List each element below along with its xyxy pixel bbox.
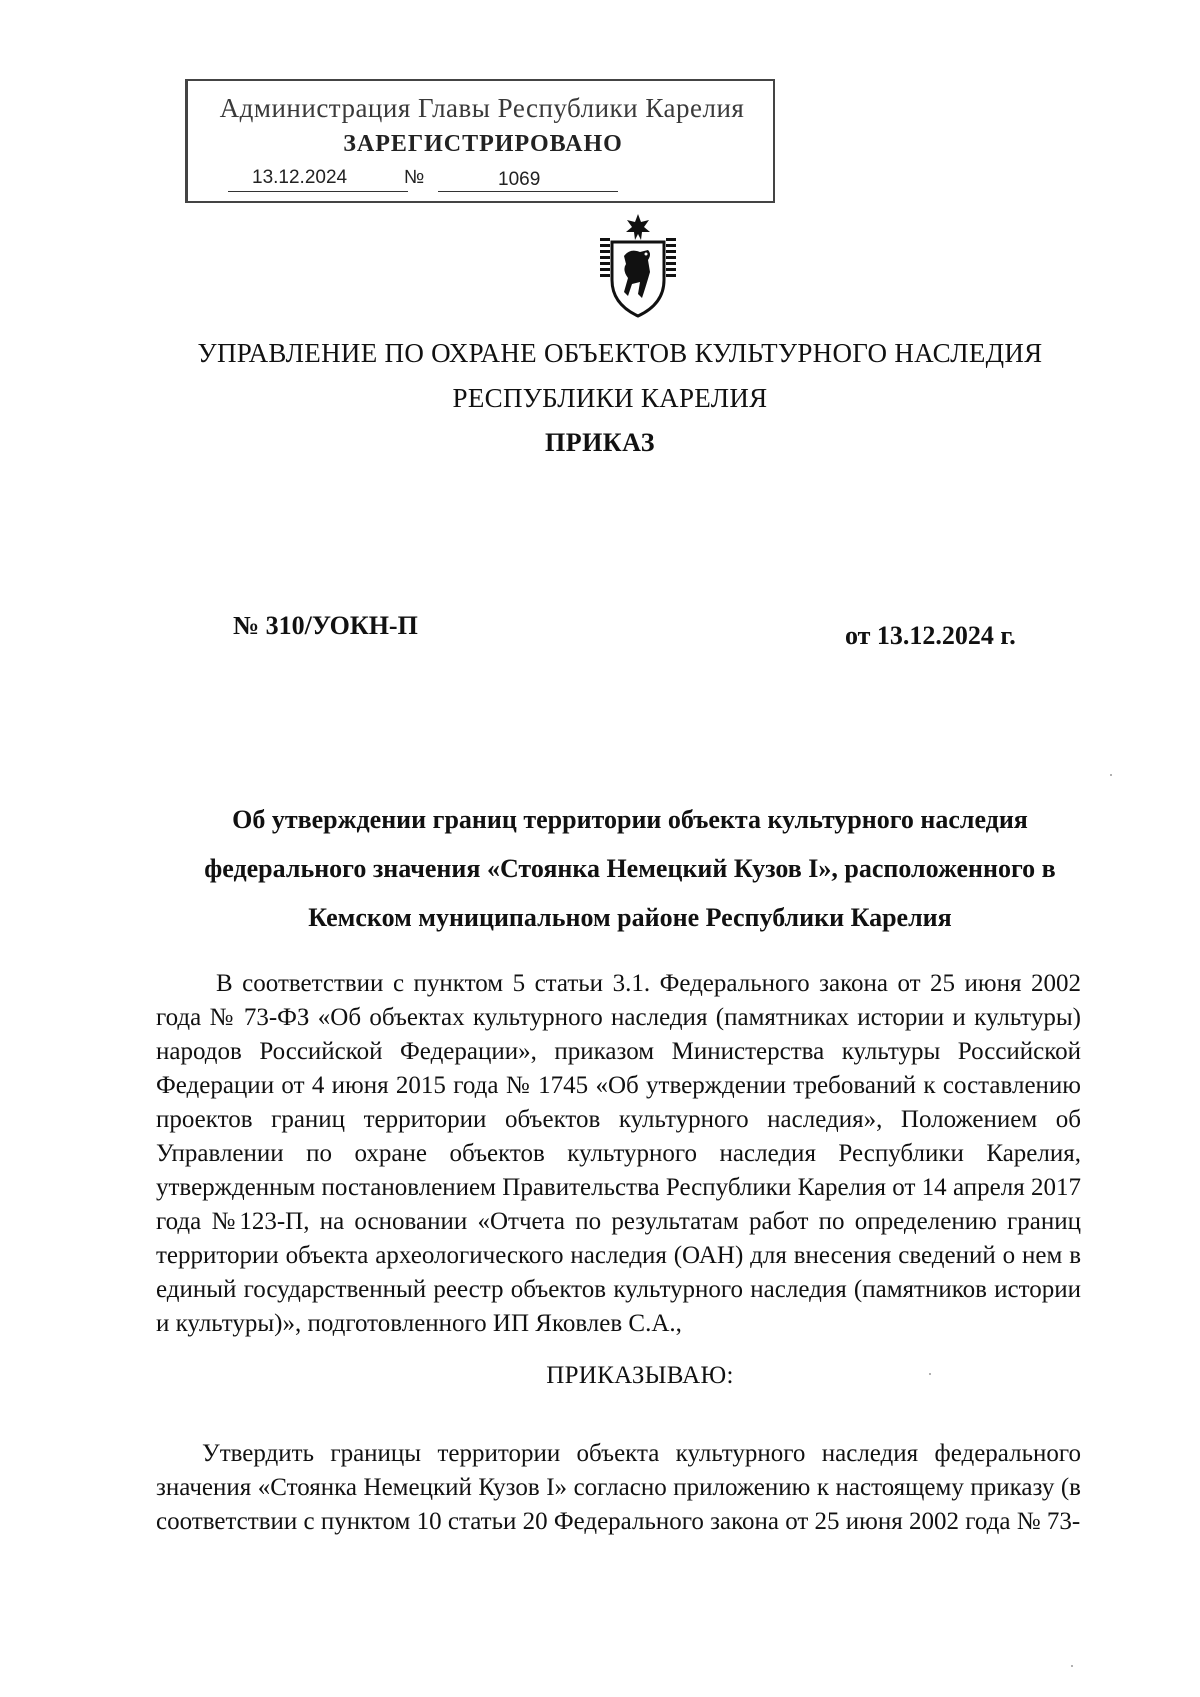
stamp-registration-row (188, 167, 778, 197)
stamp-date-underline (228, 191, 408, 192)
organization-name-line1: УПРАВЛЕНИЕ ПО ОХРАНЕ ОБЪЕКТОВ КУЛЬТУРНОГО НАСЛЕДИЯ (197, 338, 1043, 368)
registration-stamp (185, 79, 775, 203)
coat-of-arms-icon (594, 212, 682, 322)
decree-heading: ПРИКАЗЫВАЮ: (546, 1362, 734, 1389)
stamp-authority: Администрация Главы Республики Карелия (219, 93, 745, 123)
stamp-date: 13.12.2024 (252, 167, 348, 188)
preamble-paragraph: В соответствии с пунктом 5 статьи 3.1. Федерального закона от 25 июня 2002 года № 73-ФЗ «Об объектах культурного наследия (памятниках истории и культуры) народов Российской Федерации», приказом Министерства культуры Российской Федерации от 4 июня 2015 года № 1745 «Об утверждении требований к составлению проектов границ территории объектов культурного наследия», Положением об Управлении по охране объектов культурного наследия Республики Карелия, утвержденным постановлением Правительства Республики Карелия от 14 апреля 2017 года №123-П, на основании «Отчета по результатам работ по определению границ территории объекта археологического наследия (ОАН) для внесения сведений о нем в единый государственный реестр объектов культурного наследия (памятников истории и культуры)», подготовленного ИП Яковлев С.А., (156, 970, 1081, 1337)
stamp-number-sign: № (404, 167, 425, 188)
stamp-number: 1069 (498, 169, 541, 190)
scan-speck (1110, 774, 1112, 776)
organization-name-line2: РЕСПУБЛИКИ КАРЕЛИЯ (452, 383, 768, 413)
order-date: от 13.12.2024 г. (845, 621, 1016, 650)
document-title: Об утверждении границ территории объекта культурного наследия федерального значения «Стоянка Немецкий Кузов I», расположенного в Кемском муниципальном районе Республики Карелия (204, 805, 1056, 932)
order-paragraph: Утвердить границы территории объекта культурного наследия федерального значения «Стоянка Немецкий Кузов I» согласно приложению к настоящему приказу (в соответствии с пунктом 10 статьи 20 Федерального закона от 25 июня 2002 года № 73- (156, 1440, 1081, 1535)
scan-speck (1071, 1665, 1073, 1667)
scan-speck (929, 1373, 931, 1375)
stamp-status: ЗАРЕГИСТРИРОВАНО (343, 131, 623, 157)
stamp-number-underline (438, 191, 618, 192)
document-type: ПРИКАЗ (544, 428, 656, 457)
order-number: № 310/УОКН-П (233, 611, 418, 640)
